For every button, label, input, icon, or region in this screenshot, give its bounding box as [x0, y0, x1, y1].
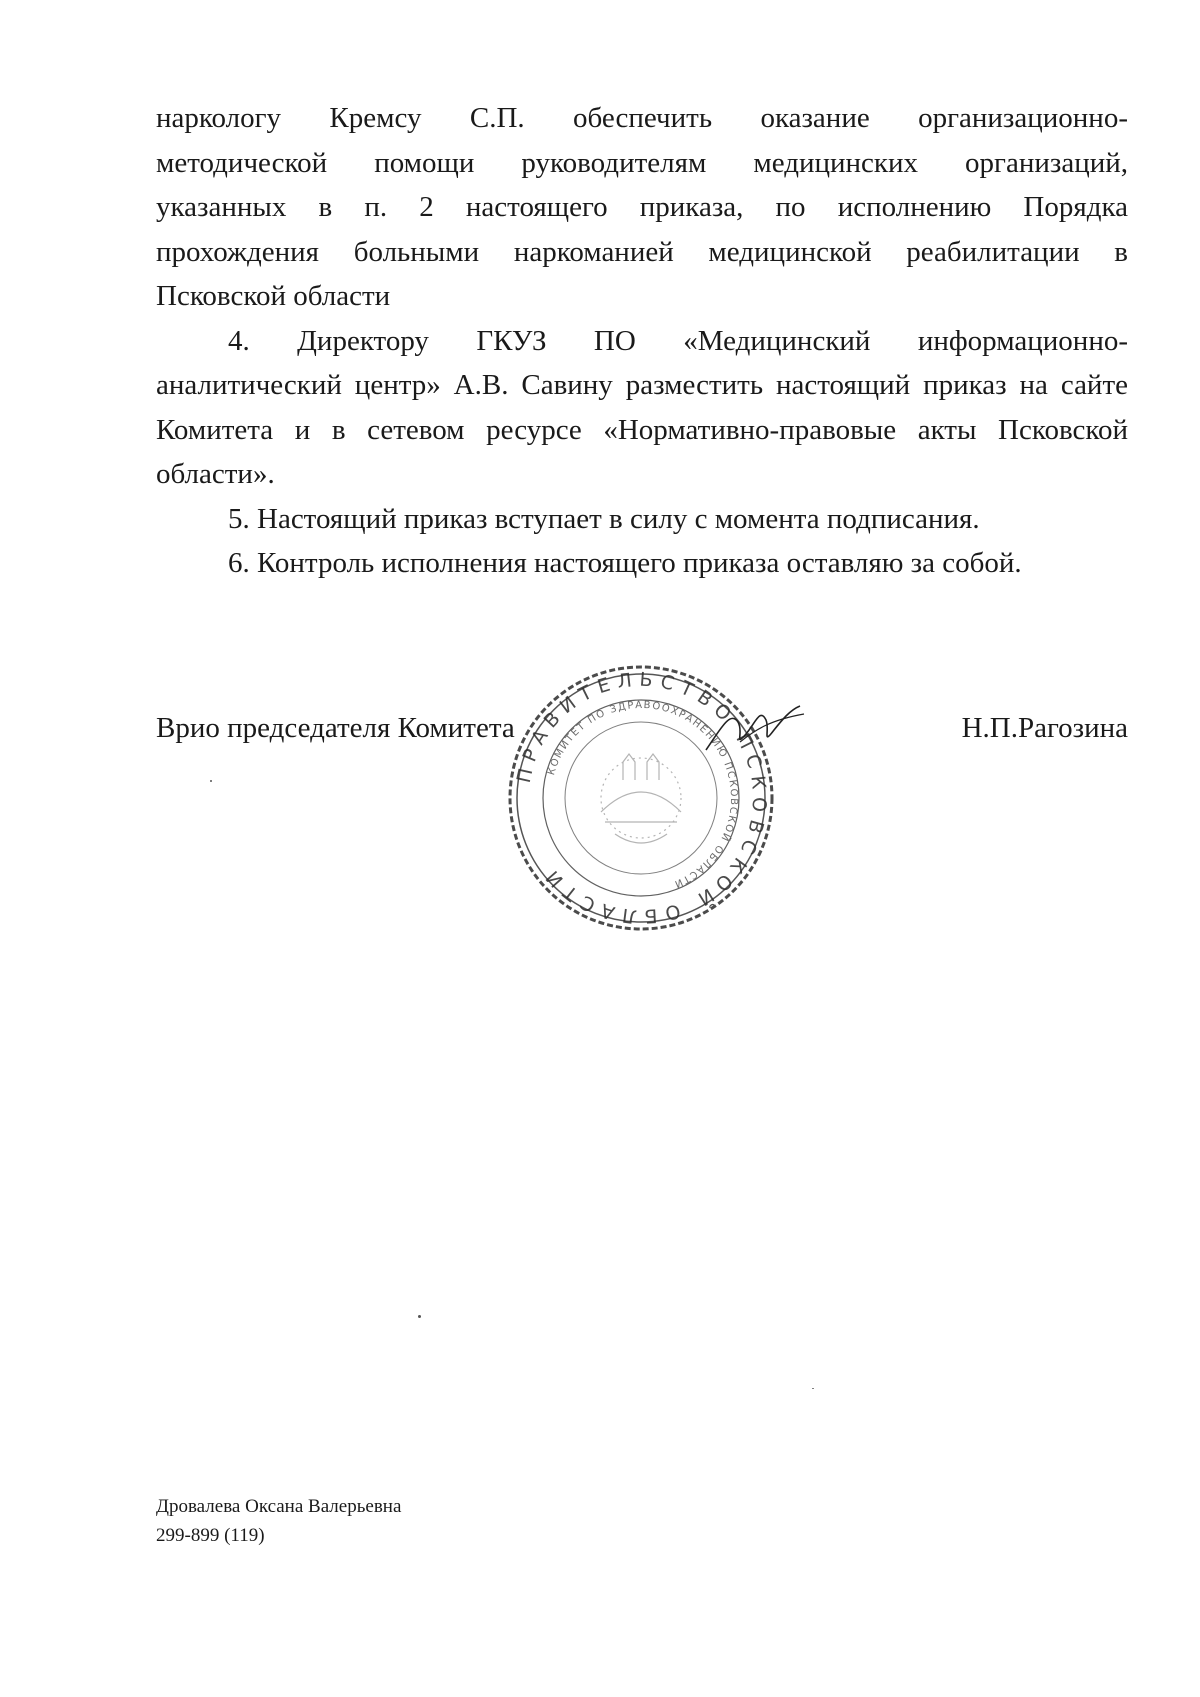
text-line: указанных в п. 2 настоящего приказа, по исполнению Порядка [156, 191, 1128, 223]
text-line: 5. Настоящий приказ вступает в силу с момента подписания. [228, 502, 980, 535]
stamp-inner-text: КОМИТЕТ ПО ЗДРАВООХРАНЕНИЮ ПСКОВСКОЙ ОБЛАСТИ [546, 699, 740, 890]
text-line: области». [156, 458, 275, 490]
scan-speck [210, 780, 212, 782]
signatory-position: Врио председателя Комитета [156, 712, 515, 744]
paragraph-item-6 [156, 541, 1128, 586]
text-line: 6. Контроль исполнения настоящего приказа оставляю за собой. [228, 547, 1022, 579]
text-line: методической помощи руководителям медицинских организаций, [156, 146, 1128, 179]
text-line: Комитета и в сетевом ресурсе «Нормативно-правовые акты Псковской [156, 413, 1128, 446]
text-line: Псковской области [156, 280, 391, 312]
paragraph-item-4 [156, 319, 1128, 497]
text-line: наркологу Кремсу С.П. обеспечить оказание организационно- [156, 102, 1128, 134]
scan-speck [418, 1315, 421, 1318]
executor-name: Дровалева Оксана Валерьевна [156, 1496, 402, 1517]
paragraph-continuation [156, 96, 1128, 319]
signature-block [156, 712, 1128, 762]
text-line: аналитический центр» А.В. Савину разместить настоящий приказ на сайте [156, 369, 1128, 401]
executor-phone: 299-899 (119) [156, 1525, 265, 1546]
text-line: 4. Директору ГКУЗ ПО «Медицинский информационно- [228, 324, 1128, 357]
scan-speck [812, 1388, 814, 1389]
stamp-outer-text: ПРАВИТЕЛЬСТВО ПСКОВСКОЙ ОБЛАСТИ [512, 668, 771, 928]
executor-info [156, 1492, 401, 1550]
signatory-name: Н.П.Рагозина [961, 712, 1128, 744]
document-body [156, 96, 1128, 586]
text-line: прохождения больными наркоманией медицинской реабилитации в [156, 235, 1128, 268]
paragraph-item-5 [156, 497, 1128, 542]
